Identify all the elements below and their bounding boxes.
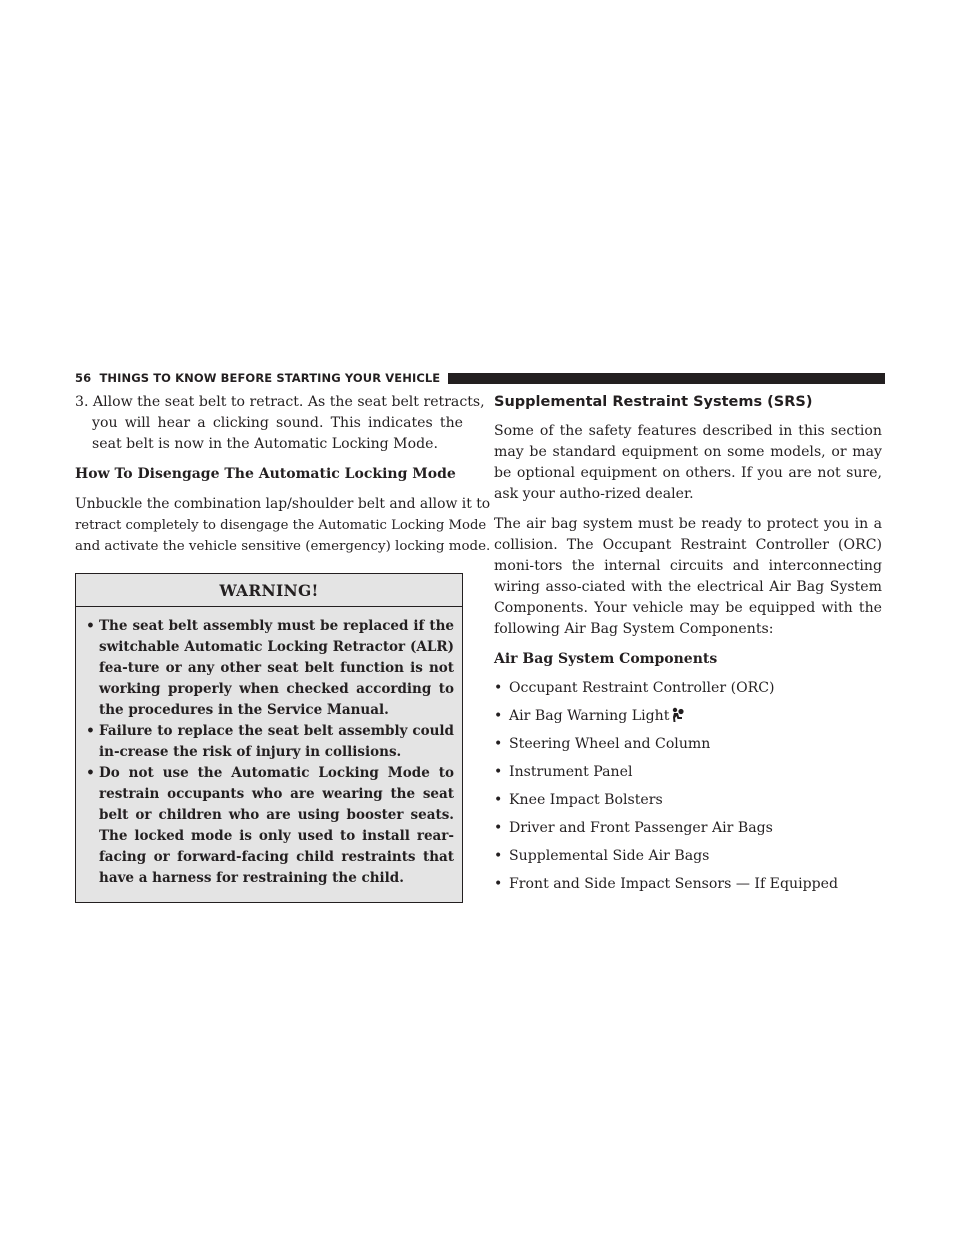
component-item: • Steering Wheel and Column bbox=[494, 736, 711, 752]
bullet: • bbox=[86, 765, 95, 781]
bullet: • bbox=[494, 792, 503, 808]
right-column bbox=[494, 392, 882, 894]
header-rule bbox=[448, 373, 885, 384]
component-item: • Air Bag Warning Light bbox=[494, 706, 882, 726]
component-item: • Knee Impact Bolsters bbox=[494, 792, 663, 808]
component-item: • Supplemental Side Air Bags bbox=[494, 848, 710, 864]
disengage-paragraph: Unbuckle the combination lap/shoulder belt and allow it to retract completely to disengage the Automatic Locking Mode and activate the vehicle sensitive (emergency) locking mode. bbox=[75, 496, 491, 554]
left-column bbox=[75, 392, 491, 903]
component-item: • Instrument Panel bbox=[494, 764, 633, 780]
header-text bbox=[75, 371, 440, 385]
srs-paragraph-1: Some of the safety features described in this section may be standard equipment on some models, or may be optional equipment on others. If you are not sure, ask your autho-rized dealer. bbox=[494, 423, 882, 502]
warning-box bbox=[75, 573, 463, 903]
bullet: • bbox=[494, 680, 503, 696]
header-title: THINGS TO KNOW BEFORE STARTING YOUR VEHICLE bbox=[99, 371, 441, 385]
disengage-subheading: How To Disengage The Automatic Locking Mode bbox=[75, 466, 456, 482]
bullet: • bbox=[494, 708, 503, 724]
bullet: • bbox=[494, 820, 503, 836]
srs-section-title: Supplemental Restraint Systems (SRS) bbox=[494, 394, 813, 410]
bullet: • bbox=[494, 876, 503, 892]
bullet: • bbox=[86, 618, 95, 634]
airbag-warning-icon bbox=[671, 707, 684, 723]
warning-item: • Do not use the Automatic Locking Mode to restrain occupants who are wearing the seat belt or children who are using booster seats. The locked mode is only used to install rear-facing or forward-facing child restraints that have a harness for restraining the child. bbox=[82, 763, 454, 889]
warning-title: WARNING! bbox=[76, 574, 462, 607]
warning-item: • Failure to replace the seat belt assembly could in-crease the risk of injury in collisions. bbox=[82, 721, 454, 763]
warning-body bbox=[76, 607, 462, 902]
bullet: • bbox=[86, 723, 95, 739]
component-item: • Driver and Front Passenger Air Bags bbox=[494, 820, 773, 836]
bullet: • bbox=[494, 736, 503, 752]
running-header bbox=[75, 370, 885, 386]
bullet: • bbox=[494, 848, 503, 864]
srs-paragraph-2: The air bag system must be ready to protect you in a collision. The Occupant Restraint Controller (ORC) moni-tors the internal circuits and interconnecting wiring asso-ciated with the electrical Air Bag System Components. Your vehicle may be equipped with the following Air Bag System Components: bbox=[494, 516, 882, 637]
bullet: • bbox=[494, 764, 503, 780]
page-number: 56 bbox=[75, 371, 92, 385]
component-item: • Front and Side Impact Sensors — If Equipped bbox=[494, 876, 838, 892]
step-3: 3. Allow the seat belt to retract. As the seat belt retracts, you will hear a clicking sound. This indicates the seat belt is now in the Automatic Locking Mode. bbox=[75, 394, 485, 452]
component-item: • Occupant Restraint Controller (ORC) bbox=[494, 680, 775, 696]
warning-item: • The seat belt assembly must be replaced if the switchable Automatic Locking Retractor (ALR) fea-ture or any other seat belt function is not working properly when checked according to the procedures in the Service Manual. bbox=[82, 616, 454, 721]
components-heading: Air Bag System Components bbox=[494, 651, 718, 667]
